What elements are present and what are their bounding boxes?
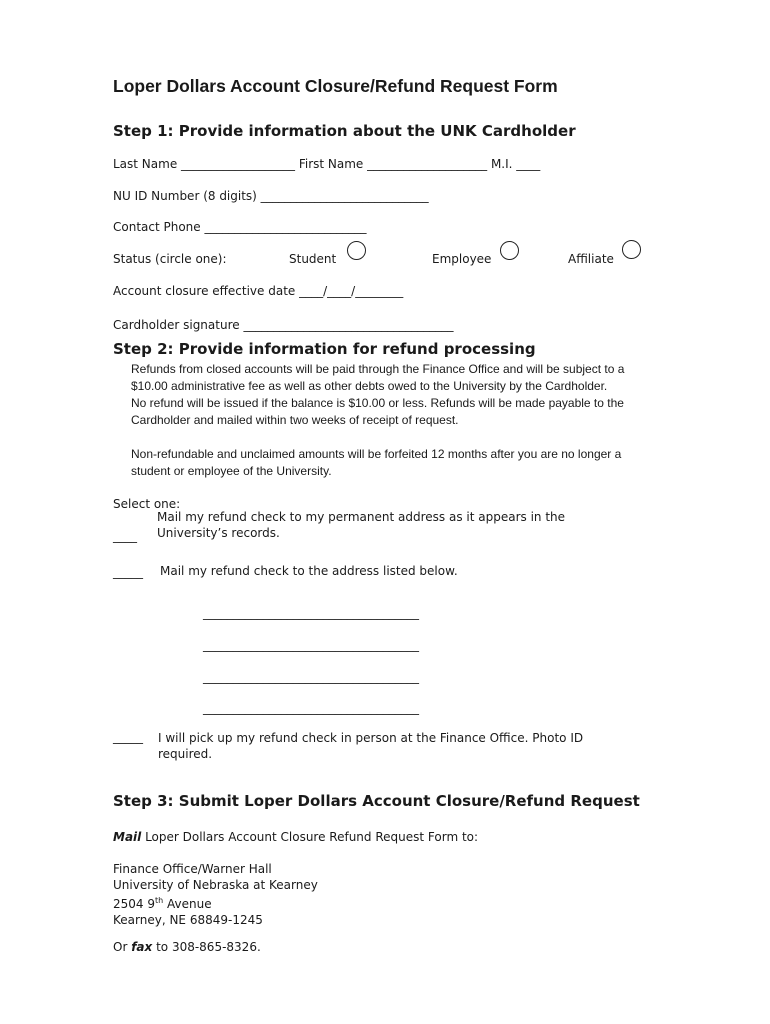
signature-line[interactable]: Cardholder signature ___________________________________ (113, 318, 454, 332)
step2-heading: Step 2: Provide information for refund processing (113, 340, 536, 358)
step3-heading: Step 3: Submit Loper Dollars Account Closure/Refund Request (113, 792, 640, 810)
fax-pre: Or (113, 940, 132, 954)
mailing-address (113, 862, 318, 928)
option1-text (157, 509, 565, 541)
fax-instruction (113, 940, 261, 954)
mail-word: Mail (113, 830, 142, 844)
mail-instruction (113, 830, 478, 844)
effective-date-line[interactable]: Account closure effective date ____/____/________ (113, 284, 404, 298)
address-line: Finance Office/Warner Hall (113, 862, 272, 876)
ordinal-suffix: th (155, 896, 164, 905)
street-number: 2504 9 (113, 897, 155, 911)
notice-line: Cardholder and mailed within two weeks of receipt of request. (131, 413, 459, 427)
name-fields-line[interactable]: Last Name ___________________ First Name ____________________ M.I. ____ (113, 157, 541, 171)
address-line: Kearney, NE 68849-1245 (113, 912, 263, 927)
option1-blank[interactable]: ____ (113, 529, 137, 543)
nuid-field-line[interactable]: NU ID Number (8 digits) ____________________________ (113, 189, 429, 203)
select-one-label: Select one: (113, 497, 181, 511)
forfeit-line: student or employee of the University. (131, 464, 332, 478)
employee-circle-icon[interactable] (500, 241, 519, 260)
fax-word: fax (131, 940, 153, 954)
address-line-4[interactable]: ____________________________________ (203, 701, 419, 715)
affiliate-circle-icon[interactable] (622, 240, 641, 259)
fax-number: to 308-865-8326. (152, 940, 261, 954)
address-line (113, 893, 318, 913)
option1-line: University’s records. (157, 526, 280, 540)
notice-line: No refund will be issued if the balance is $10.00 or less. Refunds will be made payable to the (131, 396, 624, 410)
student-circle-icon[interactable] (347, 241, 366, 260)
option2-blank[interactable]: _____ (113, 565, 143, 579)
notice-line: $10.00 administrative fee as well as other debts owed to the University by the Cardholder. (131, 379, 608, 393)
address-line-1[interactable]: ____________________________________ (203, 606, 419, 620)
option3-line: required. (158, 747, 213, 761)
step1-heading: Step 1: Provide information about the UNK Cardholder (113, 122, 576, 140)
address-line: University of Nebraska at Kearney (113, 877, 318, 892)
option2-text: Mail my refund check to the address listed below. (160, 564, 458, 578)
option3-text (158, 730, 583, 762)
status-option-affiliate: Affiliate (568, 252, 614, 266)
address-line-3[interactable]: ____________________________________ (203, 670, 419, 684)
status-option-employee: Employee (432, 252, 492, 266)
street-name: Avenue (163, 897, 212, 911)
forfeit-line: Non-refundable and unclaimed amounts will be forfeited 12 months after you are no longer a (131, 447, 622, 461)
address-line-2[interactable]: ____________________________________ (203, 638, 419, 652)
status-label: Status (circle one): (113, 252, 227, 266)
status-option-student: Student (289, 252, 337, 266)
mail-rest: Loper Dollars Account Closure Refund Request Form to: (141, 830, 479, 844)
notice-line: Refunds from closed accounts will be paid through the Finance Office and will be subject to a (131, 362, 625, 376)
refund-notice (131, 361, 671, 480)
option3-blank[interactable]: _____ (113, 730, 143, 744)
form-title: Loper Dollars Account Closure/Refund Request Form (113, 76, 558, 96)
contact-phone-line[interactable]: Contact Phone ___________________________ (113, 220, 367, 234)
option1-line: Mail my refund check to my permanent address as it appears in the (157, 510, 566, 524)
option3-line: I will pick up my refund check in person at the Finance Office. Photo ID (158, 731, 584, 745)
